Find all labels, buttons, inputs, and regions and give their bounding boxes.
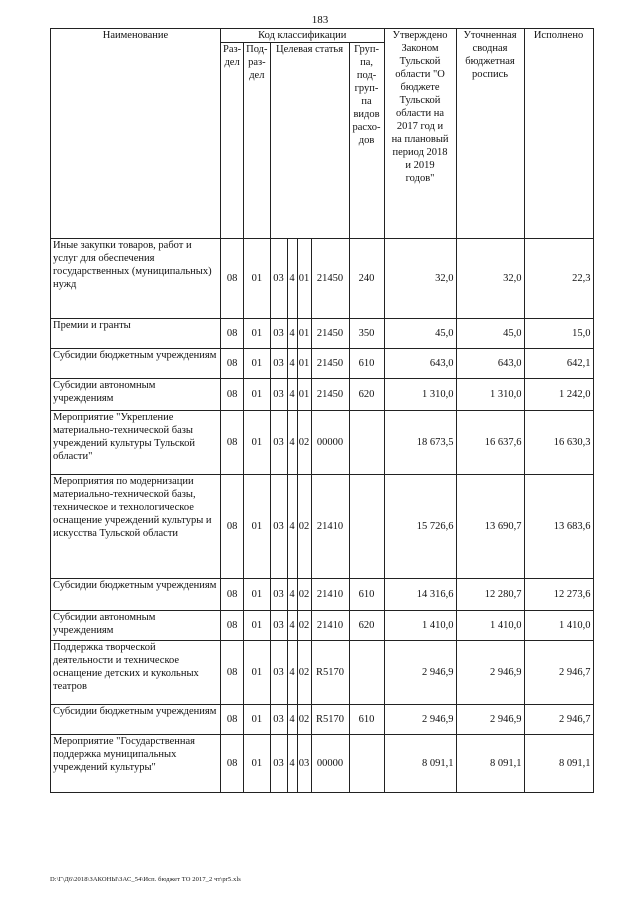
row-target-sub: 4 bbox=[287, 475, 297, 579]
header-refined: Уточненная сводная бюджетная роспись bbox=[456, 29, 524, 239]
row-podrazdel: 01 bbox=[244, 349, 270, 379]
row-target-event: 02 bbox=[297, 579, 311, 611]
row-name: Субсидии бюджетным учреждениям bbox=[51, 349, 221, 379]
table-body bbox=[51, 239, 594, 793]
row-name: Субсидии автономным учреждениям bbox=[51, 379, 221, 411]
row-target-sub: 4 bbox=[287, 239, 297, 319]
table-row bbox=[51, 735, 594, 793]
table-row bbox=[51, 349, 594, 379]
row-podrazdel: 01 bbox=[244, 319, 270, 349]
row-group: 240 bbox=[349, 239, 384, 319]
row-target-program: 03 bbox=[270, 735, 287, 793]
table-row bbox=[51, 379, 594, 411]
row-name: Поддержка творческой деятельности и техническое оснащение детских и кукольных театров bbox=[51, 641, 221, 705]
row-target-program: 03 bbox=[270, 705, 287, 735]
header-approved: Утверждено Законом Тульской области "О бюджете Тульской области на 2017 год и на плановый период 2018 и 2019 годов" bbox=[384, 29, 456, 239]
row-executed: 16 630,3 bbox=[524, 411, 593, 475]
row-executed: 12 273,6 bbox=[524, 579, 593, 611]
row-target-direction: 21450 bbox=[311, 239, 349, 319]
row-target-event: 03 bbox=[297, 735, 311, 793]
row-refined: 32,0 bbox=[456, 239, 524, 319]
row-executed: 13 683,6 bbox=[524, 475, 593, 579]
row-target-direction: 00000 bbox=[311, 411, 349, 475]
row-target-event: 01 bbox=[297, 239, 311, 319]
row-target-program: 03 bbox=[270, 641, 287, 705]
row-refined: 16 637,6 bbox=[456, 411, 524, 475]
row-target-event: 02 bbox=[297, 611, 311, 641]
row-name: Иные закупки товаров, работ и услуг для обеспечения государственных (муниципальных) нужд bbox=[51, 239, 221, 319]
table-row bbox=[51, 641, 594, 705]
table-row bbox=[51, 239, 594, 319]
row-group: 620 bbox=[349, 379, 384, 411]
row-approved: 32,0 bbox=[384, 239, 456, 319]
row-approved: 14 316,6 bbox=[384, 579, 456, 611]
row-target-event: 02 bbox=[297, 475, 311, 579]
row-name: Субсидии бюджетным учреждениям bbox=[51, 579, 221, 611]
row-target-direction: 21450 bbox=[311, 379, 349, 411]
row-approved: 2 946,9 bbox=[384, 641, 456, 705]
row-target-sub: 4 bbox=[287, 379, 297, 411]
budget-table bbox=[50, 28, 594, 793]
row-group bbox=[349, 475, 384, 579]
header-executed: Исполнено bbox=[524, 29, 593, 239]
row-approved: 15 726,6 bbox=[384, 475, 456, 579]
row-razdel: 08 bbox=[221, 611, 244, 641]
table-row bbox=[51, 411, 594, 475]
row-target-sub: 4 bbox=[287, 641, 297, 705]
row-refined: 45,0 bbox=[456, 319, 524, 349]
header-classification: Код классификации bbox=[221, 29, 385, 43]
row-podrazdel: 01 bbox=[244, 411, 270, 475]
page-number: 183 bbox=[311, 14, 329, 26]
row-target-sub: 4 bbox=[287, 349, 297, 379]
row-group bbox=[349, 735, 384, 793]
row-name: Мероприятия по модернизации материально-технической базы, техническое и технологическое оснащение учреждений культуры и искусства Тульской области bbox=[51, 475, 221, 579]
row-podrazdel: 01 bbox=[244, 579, 270, 611]
row-target-program: 03 bbox=[270, 239, 287, 319]
row-name: Субсидии бюджетным учреждениям bbox=[51, 705, 221, 735]
row-approved: 45,0 bbox=[384, 319, 456, 349]
row-target-event: 01 bbox=[297, 319, 311, 349]
row-podrazdel: 01 bbox=[244, 611, 270, 641]
row-target-event: 01 bbox=[297, 349, 311, 379]
row-target-direction: 21450 bbox=[311, 319, 349, 349]
row-target-event: 01 bbox=[297, 379, 311, 411]
row-target-event: 02 bbox=[297, 641, 311, 705]
row-target-program: 03 bbox=[270, 379, 287, 411]
header-group: Груп- па, под- груп- па видов расхо- дов bbox=[349, 43, 384, 239]
row-razdel: 08 bbox=[221, 379, 244, 411]
table-row bbox=[51, 611, 594, 641]
row-razdel: 08 bbox=[221, 475, 244, 579]
row-razdel: 08 bbox=[221, 641, 244, 705]
row-target-direction: 21410 bbox=[311, 611, 349, 641]
row-razdel: 08 bbox=[221, 735, 244, 793]
row-target-event: 02 bbox=[297, 705, 311, 735]
row-razdel: 08 bbox=[221, 319, 244, 349]
row-target-program: 03 bbox=[270, 319, 287, 349]
header-podrazdel: Под- раз- дел bbox=[244, 43, 270, 239]
row-refined: 2 946,9 bbox=[456, 705, 524, 735]
row-group bbox=[349, 641, 384, 705]
row-target-direction: R5170 bbox=[311, 705, 349, 735]
row-razdel: 08 bbox=[221, 705, 244, 735]
row-podrazdel: 01 bbox=[244, 735, 270, 793]
row-podrazdel: 01 bbox=[244, 239, 270, 319]
row-group: 610 bbox=[349, 349, 384, 379]
row-target-sub: 4 bbox=[287, 735, 297, 793]
row-refined: 2 946,9 bbox=[456, 641, 524, 705]
row-podrazdel: 01 bbox=[244, 379, 270, 411]
row-name: Премии и гранты bbox=[51, 319, 221, 349]
row-approved: 1 410,0 bbox=[384, 611, 456, 641]
row-target-direction: 21410 bbox=[311, 579, 349, 611]
row-group: 610 bbox=[349, 705, 384, 735]
row-refined: 13 690,7 bbox=[456, 475, 524, 579]
row-razdel: 08 bbox=[221, 239, 244, 319]
row-approved: 1 310,0 bbox=[384, 379, 456, 411]
row-executed: 2 946,7 bbox=[524, 641, 593, 705]
row-name: Субсидии автономным учреждениям bbox=[51, 611, 221, 641]
row-target-sub: 4 bbox=[287, 411, 297, 475]
row-executed: 1 242,0 bbox=[524, 379, 593, 411]
table-row bbox=[51, 705, 594, 735]
row-executed: 2 946,7 bbox=[524, 705, 593, 735]
row-executed: 8 091,1 bbox=[524, 735, 593, 793]
table-row bbox=[51, 475, 594, 579]
table-row bbox=[51, 319, 594, 349]
row-target-program: 03 bbox=[270, 611, 287, 641]
row-refined: 1 410,0 bbox=[456, 611, 524, 641]
row-approved: 643,0 bbox=[384, 349, 456, 379]
header-razdel: Раз- дел bbox=[221, 43, 244, 239]
row-executed: 22,3 bbox=[524, 239, 593, 319]
row-podrazdel: 01 bbox=[244, 475, 270, 579]
row-refined: 12 280,7 bbox=[456, 579, 524, 611]
row-razdel: 08 bbox=[221, 349, 244, 379]
header-target: Целевая статья bbox=[270, 43, 349, 239]
row-approved: 8 091,1 bbox=[384, 735, 456, 793]
table-row bbox=[51, 579, 594, 611]
row-executed: 642,1 bbox=[524, 349, 593, 379]
header-name: Наименование bbox=[51, 29, 221, 239]
row-group bbox=[349, 411, 384, 475]
row-group: 350 bbox=[349, 319, 384, 349]
row-refined: 1 310,0 bbox=[456, 379, 524, 411]
row-target-program: 03 bbox=[270, 349, 287, 379]
row-podrazdel: 01 bbox=[244, 641, 270, 705]
row-podrazdel: 01 bbox=[244, 705, 270, 735]
row-target-program: 03 bbox=[270, 475, 287, 579]
row-target-event: 02 bbox=[297, 411, 311, 475]
row-target-program: 03 bbox=[270, 411, 287, 475]
row-target-program: 03 bbox=[270, 579, 287, 611]
row-target-sub: 4 bbox=[287, 611, 297, 641]
row-razdel: 08 bbox=[221, 411, 244, 475]
row-executed: 15,0 bbox=[524, 319, 593, 349]
row-target-direction: R5170 bbox=[311, 641, 349, 705]
row-group: 610 bbox=[349, 579, 384, 611]
row-name: Мероприятие "Укрепление материально-технической базы учреждений культуры Тульской области" bbox=[51, 411, 221, 475]
row-target-direction: 21450 bbox=[311, 349, 349, 379]
row-approved: 18 673,5 bbox=[384, 411, 456, 475]
row-target-direction: 21410 bbox=[311, 475, 349, 579]
row-group: 620 bbox=[349, 611, 384, 641]
row-refined: 8 091,1 bbox=[456, 735, 524, 793]
row-refined: 643,0 bbox=[456, 349, 524, 379]
footer-file-path: D:\Г\Д6\2018\ЗАКОНЫ\ЗАС_54\Исп. бюджет ТО 2017_2 чт\pr5.xls bbox=[50, 876, 241, 883]
row-target-sub: 4 bbox=[287, 319, 297, 349]
row-target-sub: 4 bbox=[287, 705, 297, 735]
row-executed: 1 410,0 bbox=[524, 611, 593, 641]
row-target-direction: 00000 bbox=[311, 735, 349, 793]
row-razdel: 08 bbox=[221, 579, 244, 611]
row-name: Мероприятие "Государственная поддержка муниципальных учреждений культуры" bbox=[51, 735, 221, 793]
row-target-sub: 4 bbox=[287, 579, 297, 611]
row-approved: 2 946,9 bbox=[384, 705, 456, 735]
